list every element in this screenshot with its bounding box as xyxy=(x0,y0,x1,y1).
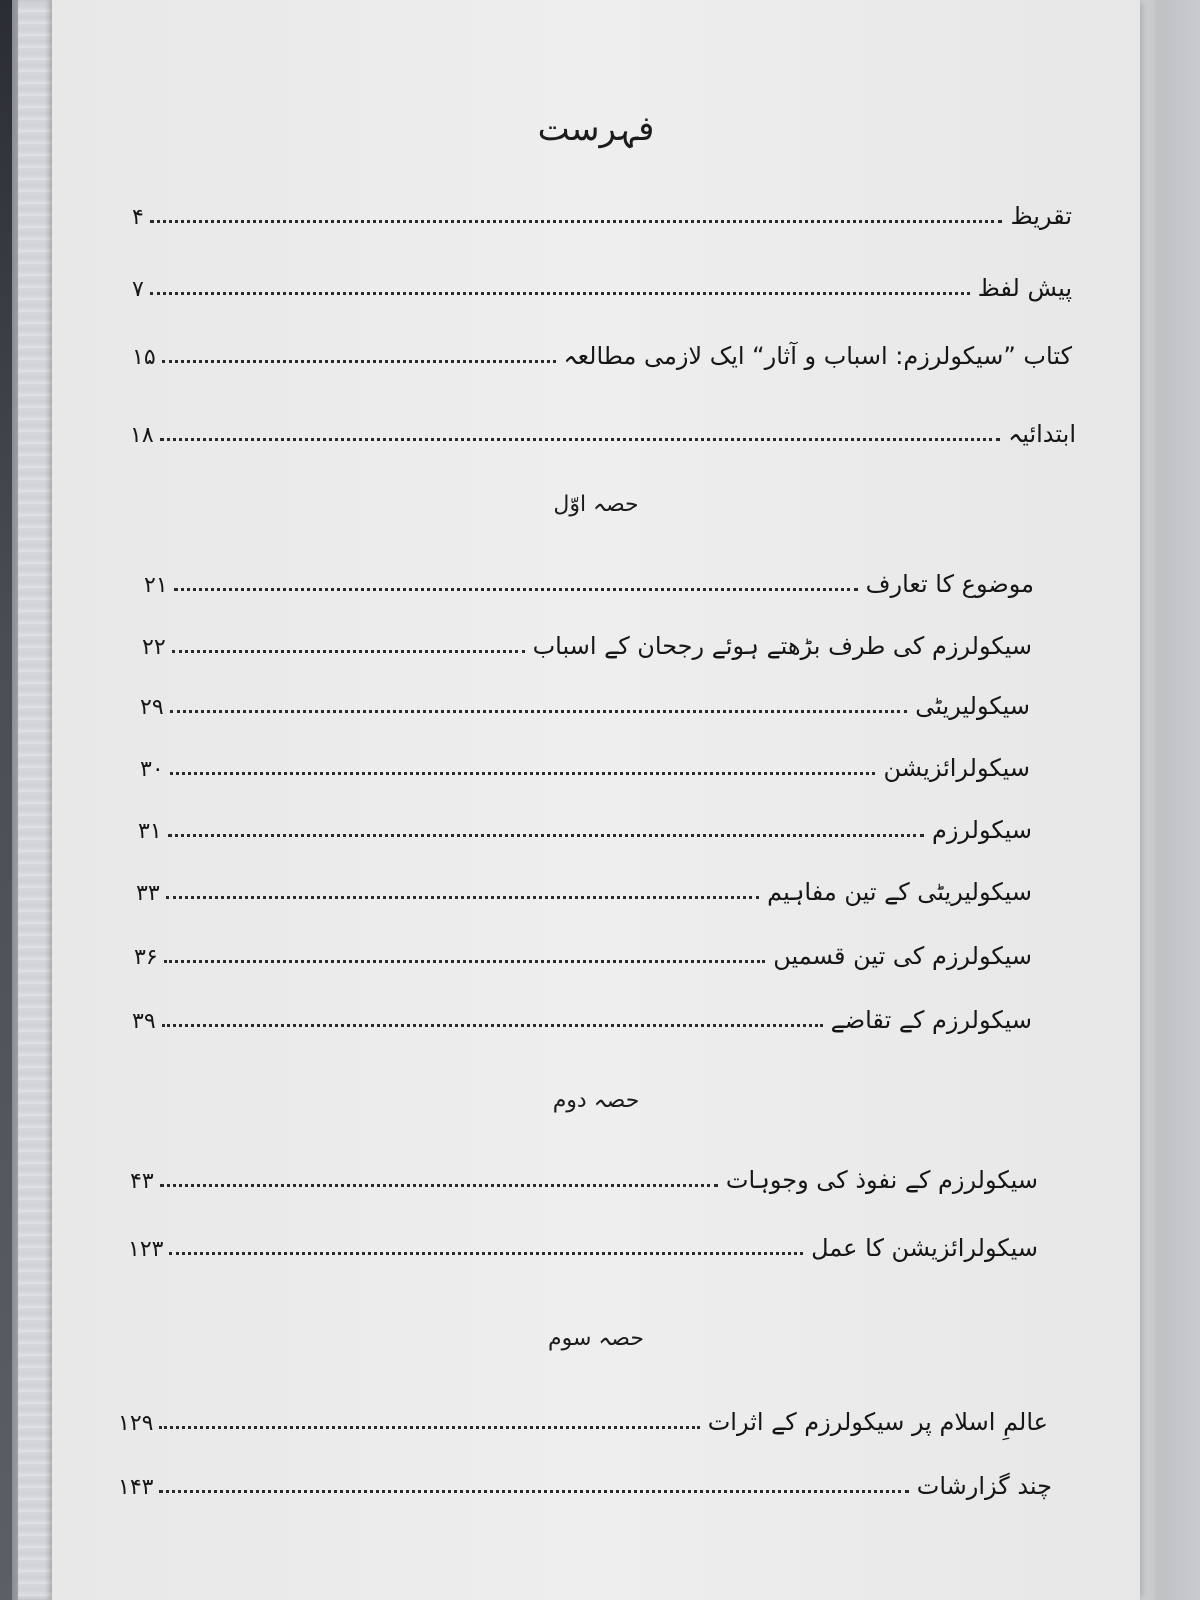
toc-entry-label: ابتدائیہ xyxy=(1008,420,1076,448)
toc-entry-label: سیکولرزم کے نفوذ کی وجوہات xyxy=(725,1166,1038,1194)
contents-title: فہرست xyxy=(537,109,655,149)
background-strip xyxy=(0,0,12,1600)
dot-leader xyxy=(169,1252,803,1255)
dot-leader xyxy=(172,650,525,653)
dot-leader xyxy=(162,360,556,363)
toc-entry xyxy=(132,190,1072,230)
dot-leader xyxy=(170,772,876,775)
toc-entry xyxy=(118,1460,1052,1500)
dot-leader xyxy=(170,710,908,713)
toc-entry xyxy=(132,330,1072,370)
toc-entry-page: ۳۹ xyxy=(132,1009,156,1034)
book-page xyxy=(52,0,1140,1600)
toc-entry-label: سیکولیریٹی کے تین مفاہیم xyxy=(767,878,1032,906)
toc-entry-page: ۱۵ xyxy=(132,345,156,370)
toc-entry-page: ۴ xyxy=(132,205,144,230)
dot-leader xyxy=(159,1426,699,1429)
toc-entry-page: ۷ xyxy=(132,277,144,302)
right-margin-shadow xyxy=(1140,0,1200,1600)
toc-entry-page: ۱۴۳ xyxy=(118,1475,154,1500)
toc-entry xyxy=(132,262,1072,302)
toc-entry xyxy=(130,1154,1038,1194)
toc-entry-label: تقریظ xyxy=(1010,202,1072,230)
toc-entry-label: سیکولرزم xyxy=(931,816,1032,844)
toc-entry-label: پیش لفظ xyxy=(977,274,1072,302)
dot-leader xyxy=(160,1184,718,1187)
dot-leader xyxy=(174,588,858,591)
toc-entry-page: ۲۲ xyxy=(142,635,166,660)
dot-leader xyxy=(150,292,970,295)
page-stack-edge xyxy=(18,0,52,1600)
dot-leader xyxy=(150,220,1003,223)
toc-entry xyxy=(134,930,1032,970)
toc-entry-label: سیکولرزم کے تقاضے xyxy=(830,1006,1032,1034)
dot-leader xyxy=(164,960,766,963)
toc-entry-page: ۳۳ xyxy=(136,881,160,906)
section-heading-part-3: حصہ سوم xyxy=(548,1326,644,1351)
dot-leader xyxy=(160,438,1001,441)
toc-entry-label: عالمِ اسلام پر سیکولرزم کے اثرات xyxy=(707,1408,1048,1436)
toc-entry xyxy=(136,866,1032,906)
toc-entry-label: چند گزارشات xyxy=(916,1472,1052,1500)
toc-entry-label: سیکولرزم کی تین قسمیں xyxy=(773,942,1032,970)
toc-entry xyxy=(128,1222,1038,1262)
toc-entry-page: ۳۶ xyxy=(134,945,158,970)
dot-leader xyxy=(159,1490,908,1493)
toc-entry-label: موضوع کا تعارف xyxy=(865,570,1034,598)
toc-entry-page: ۱۲۹ xyxy=(118,1411,154,1436)
toc-entry-page: ۴۳ xyxy=(130,1169,154,1194)
toc-entry xyxy=(138,804,1032,844)
toc-entry xyxy=(140,742,1030,782)
toc-entry-page: ۲۱ xyxy=(144,573,168,598)
toc-entry xyxy=(130,408,1076,448)
toc-entry-page: ۲۹ xyxy=(140,695,164,720)
toc-entry-page: ۱۸ xyxy=(130,423,154,448)
toc-entry-label: سیکولرائزیشن xyxy=(883,754,1030,782)
dot-leader xyxy=(162,1024,823,1027)
section-heading-part-2: حصہ دوم xyxy=(552,1088,640,1113)
toc-entry-label: سیکولرائزیشن کا عمل xyxy=(811,1234,1038,1262)
toc-entry xyxy=(144,558,1034,598)
toc-entry xyxy=(140,680,1030,720)
toc-entry-page: ۳۰ xyxy=(140,757,164,782)
toc-entry-label: سیکولیریٹی xyxy=(915,692,1030,720)
toc-entry-label: کتاب ”سیکولرزم: اسباب و آثار“ ایک لازمی مطالعہ xyxy=(563,342,1072,370)
section-heading-part-1: حصہ اوّل xyxy=(553,492,639,517)
toc-entry xyxy=(118,1396,1048,1436)
dot-leader xyxy=(168,834,924,837)
dot-leader xyxy=(166,896,759,899)
toc-entry-label: سیکولرزم کی طرف بڑھتے ہوئے رجحان کے اسباب xyxy=(532,632,1032,660)
toc-entry-page: ۱۲۳ xyxy=(128,1237,164,1262)
toc-entry xyxy=(142,620,1032,660)
toc-entry-page: ۳۱ xyxy=(138,819,162,844)
toc-entry xyxy=(132,994,1032,1034)
